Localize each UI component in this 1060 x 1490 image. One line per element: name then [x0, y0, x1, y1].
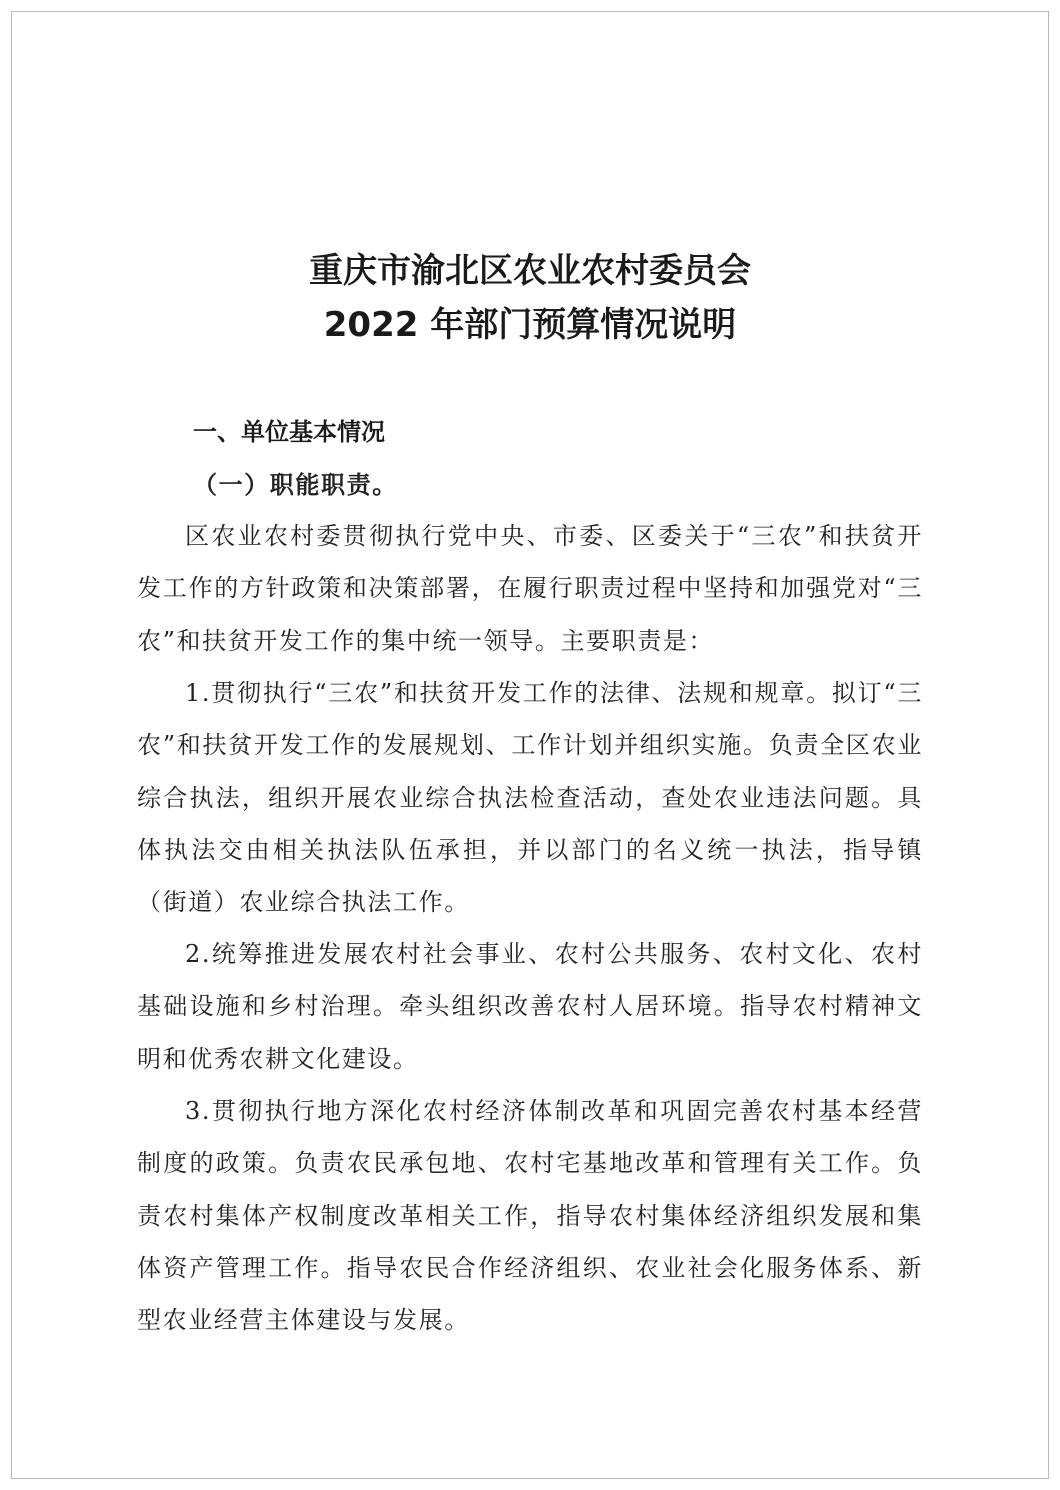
paragraph-duty-2: 2.统筹推进发展农村社会事业、农村公共服务、农村文化、农村基础设施和乡村治理。牵头组织改善农村人居环境。指导农村精神文明和优秀农耕文化建设。 — [137, 940, 923, 1073]
paragraph-duty-3: 3.贯彻执行地方深化农村经济体制改革和巩固完善农村基本经营制度的政策。负责农民承包地、农村宅基地改革和管理有关工作。负责农村集体产权制度改革相关工作，指导农村集体经济组织发展和集体资产管理工作。指导农民合作经济组织、农业社会化服务体系、新型农业经营主体建设与发展。 — [137, 1097, 923, 1335]
paragraph-intro: 区农业农村委贯彻执行党中央、市委、区委关于“三农”和扶贫开发工作的方针政策和决策部署，在履行职责过程中坚持和加强党对“三农”和扶贫开发工作的集中统一领导。主要职责是： — [137, 522, 923, 655]
paragraph-block — [137, 667, 923, 928]
document-title-line-1: 重庆市渝北区农业农村委员会 — [309, 251, 751, 291]
paragraph-block — [137, 1085, 923, 1346]
paragraph-duty-1: 1.贯彻执行“三农”和扶贫开发工作的法律、法规和规章。拟订“三农”和扶贫开发工作的发展规划、工作计划并组织实施。负责全区农业综合执法，组织开展农业综合执法检查活动，查处农业违法问题。具体执法交由相关执法队伍承担，并以部门的名义统一执法，指导镇（街道）农业综合执法工作。 — [137, 679, 923, 917]
document-title-line-2: 2022 年部门预算情况说明 — [323, 305, 737, 345]
sub-heading: （一）职能职责。 — [193, 470, 398, 499]
paragraph-block — [137, 510, 923, 667]
paragraph-block — [137, 928, 923, 1085]
section-heading: 一、单位基本情况 — [193, 418, 385, 446]
